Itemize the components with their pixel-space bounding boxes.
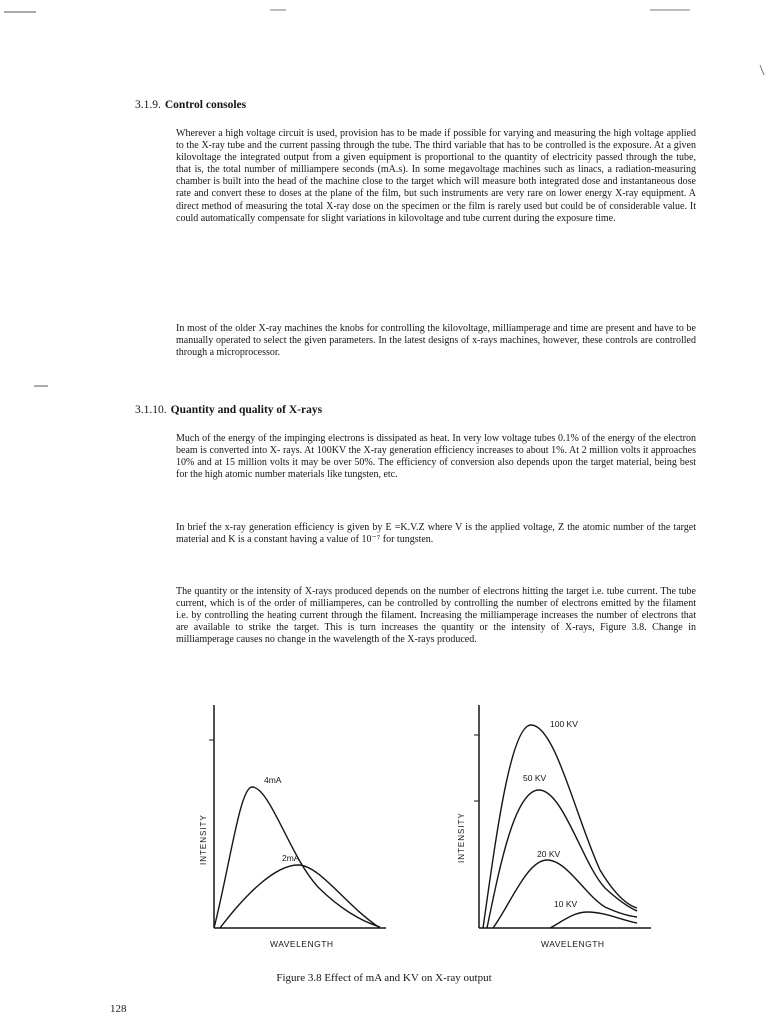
kv-chart-svg [455,695,655,957]
section-title: Control consoles [164,99,247,111]
curve-2ma [220,865,380,928]
series-label-2ma: 2mA [282,853,300,863]
paragraph: In brief the x-ray generation efficiency is given by E =K.V.Z where V is the applied voltage, Z the atomic number of the target material and K is a constant having a value of 10⁻⁷ for tungsten. [176,522,696,546]
series-label-100kv: 100 KV [550,719,578,729]
figure-caption: Figure 3.8 Effect of mA and KV on X-ray output [276,972,492,984]
x-axis-label: WAVELENGTH [270,939,334,949]
page-number: 128 [110,1003,127,1015]
paragraph: Wherever a high voltage circuit is used, provision has to be made if possible for varying and measuring the high voltage applied to the X-ray tube and the current passing through the tube. The third variable that has to be controlled is the exposure. At a given kilovoltage the integrated output from a given equipment is proportional to the quantity of electricity passed through the tube, that is, the total number of milliampere seconds (mA.s). In some megavoltage machines such as linacs, a radiation-measuring chamber is built into the head of the machine close to the target which will measure both integrated dose and instantaneous dose rate and convert these to doses at the plane of the film, but such instruments are very rare on lower energy X-ray equipment. A direct method of measuring the total X-ray dose on the specimen or the film is rarely used but could be of considerable value. It could automatically compensate for slight variations in kilovoltage and tube current during the exposure time. [176,128,696,224]
ma-chart-svg [190,695,390,957]
section-heading [135,404,322,416]
section-heading [135,99,246,111]
figure-kv-chart [455,695,655,957]
series-label-20kv: 20 KV [537,849,561,859]
y-axis-label: INTENSITY [199,814,208,865]
figure-ma-chart [190,695,390,957]
series-label-50kv: 50 KV [523,773,547,783]
series-label-10kv: 10 KV [554,899,578,909]
section-number: 3.1.9. [135,99,161,111]
y-axis-label: INTENSITY [457,812,466,863]
series-label-4ma: 4mA [264,775,282,785]
paragraph: The quantity or the intensity of X-rays produced depends on the number of electrons hitting the target i.e. tube current. The tube current, which is of the order of milliamperes, can be controlled by controlling the number of electrons emitted by the filament i.e. by controlling the heating current through the filament. Increasing the milliamperage increases the number of electrons that are available to strike the target. This is turn increases the quantity or the intensity of X-rays, Figure 3.8. Change in milliamperage causes no change in the wavelength of the X-rays produced. [176,586,696,646]
paragraph: Much of the energy of the impinging electrons is dissipated as heat. In very low voltage tubes 0.1% of the energy of the electron beam is converted into X- rays. At 100KV the X-ray generation efficiency increases to about 1%. At 2 million volts it approaches 10% and at 15 million volts it may be over 50%. The efficiency of conversion also depends upon the target material, being best for the high atomic number materials like tungsten, etc. [176,433,696,481]
paragraph: In most of the older X-ray machines the knobs for controlling the kilovoltage, milliamperage and time are present and have to be manually operated to select the given parameters. In the latest designs of x-rays machines, however, these controls are controlled through a microprocessor. [176,323,696,359]
curve-100kv [483,725,637,928]
section-title: Quantity and quality of X-rays [170,404,323,416]
x-axis-label: WAVELENGTH [541,939,605,949]
section-number: 3.1.10. [135,404,167,416]
